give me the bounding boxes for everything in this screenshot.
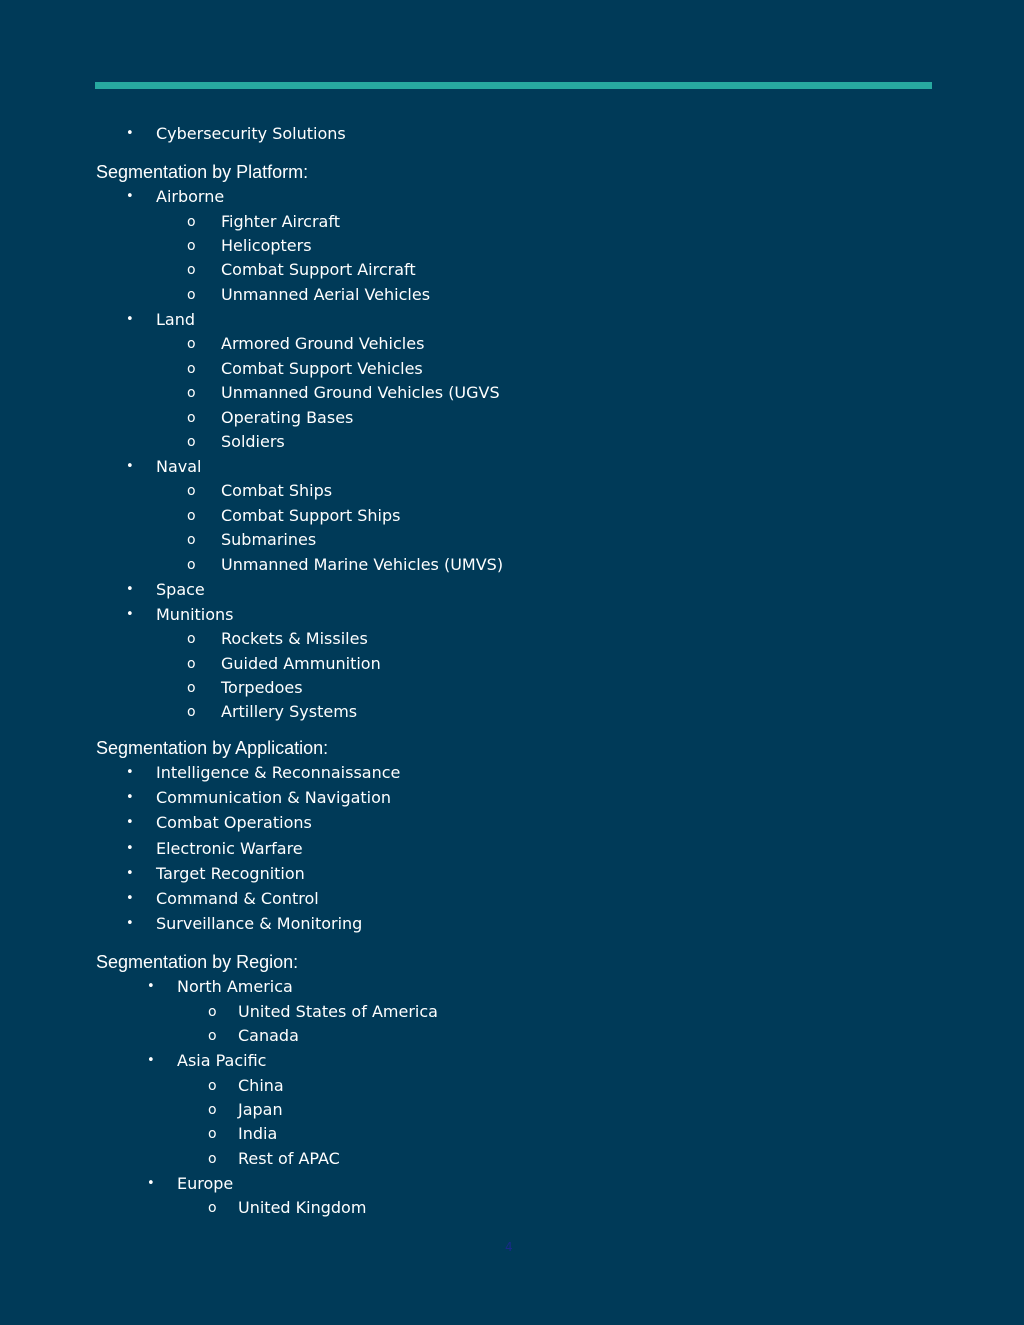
list-item-label: Soldiers [221, 431, 285, 451]
header-rule [95, 82, 932, 89]
list-item-label: Submarines [221, 530, 317, 550]
sub-bullet-icon: o [187, 507, 196, 524]
list-item-label: India [238, 1124, 278, 1144]
sub-bullet-icon: o [208, 1077, 217, 1094]
bullet-icon: • [126, 840, 134, 856]
sub-bullet-icon: o [208, 1200, 217, 1217]
list-item-label: Airborne [156, 187, 225, 206]
list-item-label: Asia Pacific [177, 1050, 267, 1070]
list-item-label: Operating Bases [221, 407, 354, 427]
sub-bullet-icon: o [208, 1003, 217, 1020]
list-item-label: Fighter Aircraft [221, 211, 340, 231]
list-item-label: Guided Ammunition [221, 653, 381, 673]
list-item-label: China [238, 1075, 284, 1095]
sub-bullet-icon: o [187, 213, 196, 230]
bullet-icon: • [147, 1175, 155, 1191]
bullet-icon: • [126, 606, 134, 622]
bullet-icon: • [147, 1052, 155, 1068]
list-item-label: Space [156, 579, 205, 599]
sub-bullet-icon: o [187, 238, 196, 254]
bullet-icon: • [126, 865, 134, 881]
list-item-label: Rest of APAC [238, 1148, 340, 1168]
sub-bullet-icon: o [187, 433, 196, 450]
list-item-label: Japan [238, 1099, 283, 1119]
bullet-icon: • [147, 979, 155, 994]
list-item-label: Surveillance & Monitoring [156, 914, 363, 934]
sub-bullet-icon: o [187, 483, 196, 500]
sub-bullet-icon: o [187, 556, 196, 573]
list-item-label: Unmanned Marine Vehicles (UMVS) [221, 554, 504, 574]
bullet-icon: • [126, 311, 134, 327]
list-item-label: Helicopters [221, 236, 312, 255]
region-heading: Segmentation by Region: [96, 952, 299, 972]
list-item-label: Munitions [156, 604, 234, 624]
list-item-label: Torpedoes [221, 678, 303, 697]
sub-bullet-icon: o [187, 680, 196, 696]
sub-bullet-icon: o [208, 1126, 217, 1143]
bullet-icon: • [126, 815, 134, 831]
sub-bullet-icon: o [187, 655, 196, 672]
bullet-icon: • [126, 916, 134, 932]
bullet-icon: • [126, 189, 134, 204]
list-item-label: Electronic Warfare [156, 838, 303, 858]
application-heading: Segmentation by Application: [96, 738, 329, 758]
list-item-label: Combat Support Aircraft [221, 260, 416, 280]
sub-bullet-icon: o [187, 385, 196, 402]
bullet-icon: • [126, 458, 134, 474]
sub-bullet-icon: o [187, 360, 196, 377]
list-item-label: Canada [238, 1026, 299, 1045]
list-item-label: Combat Support Ships [221, 505, 401, 525]
list-item-label: Target Recognition [156, 863, 305, 883]
bullet-icon: • [126, 126, 134, 141]
list-item-label: Armored Ground Vehicles [221, 334, 425, 354]
list-item-label: Communication & Navigation [156, 788, 392, 808]
list-item-label: Combat Ships [221, 481, 333, 501]
sub-bullet-icon: o [208, 1150, 217, 1167]
list-item-label: Land [156, 309, 196, 329]
sub-bullet-icon: o [187, 262, 196, 279]
page-number: 4 [505, 1240, 513, 1254]
list-item-label: Artillery Systems [221, 702, 358, 722]
sub-bullet-icon: o [208, 1101, 217, 1118]
sub-bullet-icon: o [187, 704, 196, 721]
platform-heading: Segmentation by Platform: [96, 162, 309, 182]
sub-bullet-icon: o [187, 631, 196, 648]
list-item-label: Naval [156, 456, 202, 476]
bullet-icon: • [126, 765, 134, 780]
list-item-label: Unmanned Aerial Vehicles [221, 284, 431, 304]
list-item-label: Combat Operations [156, 813, 312, 833]
bullet-icon: • [126, 891, 134, 906]
list-item-label: United States of America [238, 1001, 438, 1021]
list-item-label: Rockets & Missiles [221, 629, 368, 649]
sub-bullet-icon: o [208, 1028, 217, 1044]
list-item-label: Cybersecurity Solutions [156, 124, 346, 143]
list-item-label: United Kingdom [238, 1198, 367, 1218]
sub-bullet-icon: o [187, 532, 196, 549]
bullet-icon: • [126, 581, 134, 597]
sub-bullet-icon: o [187, 286, 196, 303]
list-item-label: Unmanned Ground Vehicles (UGVS [221, 383, 500, 403]
list-item-label: North America [177, 977, 293, 996]
list-item-label: Europe [177, 1173, 234, 1193]
list-item-label: Intelligence & Reconnaissance [156, 763, 401, 782]
sub-bullet-icon: o [187, 336, 196, 353]
sub-bullet-icon: o [187, 409, 196, 426]
list-item-label: Combat Support Vehicles [221, 358, 423, 378]
bullet-icon: • [126, 790, 134, 806]
list-item-label: Command & Control [156, 889, 319, 908]
